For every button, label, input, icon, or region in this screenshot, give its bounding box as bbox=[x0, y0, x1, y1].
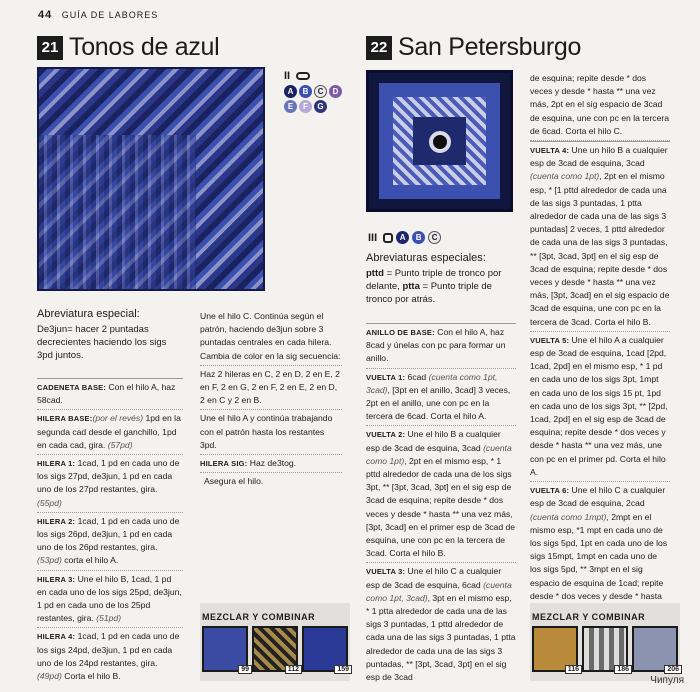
swatch-number: 112 bbox=[285, 665, 302, 674]
mix-and-match bbox=[532, 612, 678, 672]
row-text: 1cad, 1 pd en cada uno de los sigs 27pd, de3jun, 1 pd en cada uno de los 27pd restantes, gira. bbox=[37, 458, 180, 495]
row-note: (53pd) bbox=[37, 555, 62, 566]
mix-swatch bbox=[632, 626, 678, 672]
row-text: Une el hilo B a cualquier esp de 3cad de esquina, 3cad bbox=[366, 429, 501, 453]
row-text: Une el hilo C a cualquier esp de 3cad de esquina, 2cad bbox=[530, 485, 666, 509]
row-label: HILERA 4: bbox=[37, 632, 76, 642]
row-label: VUELTA 3: bbox=[366, 567, 406, 577]
abbr-body: De3jun= hacer 2 puntadas decrecientes haciendo los sigs 3pd juntos. bbox=[37, 324, 167, 362]
swatch-number: 99 bbox=[238, 665, 252, 674]
row-note: (cuenta como 1pt, 3cad) bbox=[366, 579, 512, 603]
instruction-row bbox=[530, 331, 670, 481]
instruction-row bbox=[37, 512, 183, 570]
section-title: GUÍA DE LABORES bbox=[61, 10, 159, 20]
granny-square-photo bbox=[37, 67, 265, 291]
abbr-heading: Abreviatura especial: bbox=[37, 308, 140, 320]
instruction-row bbox=[37, 627, 183, 685]
abbr-heading: Abreviaturas especiales: bbox=[366, 252, 486, 264]
row-text: , 2mpt en el mismo esp, *1 mpt en cada uno de los sigs 5pd, 1pt en cada uno de los sigs 15mpt, 1mpt en cada uno de los sigs 5pd, ** 3mpt en el sig espacio de esquina de 1cad; repite desde * dos veces y desde * hasta bbox=[530, 511, 668, 601]
yarn-color-legend bbox=[368, 231, 441, 244]
row-note: (cuenta como 1pt) bbox=[366, 442, 512, 466]
row-label: VUELTA 4: bbox=[530, 146, 570, 156]
swatch-number: 159 bbox=[334, 665, 352, 674]
instructions-col2 bbox=[200, 310, 342, 490]
mix-heading: MEZCLAR Y COMBINAR bbox=[532, 612, 646, 622]
para: Une el hilo A y continúa trabajando con el patrón hasta los restantes 3pd. bbox=[200, 410, 342, 455]
row-text: Haz de3tog. bbox=[247, 458, 297, 469]
row-label: HILERA BASE: bbox=[37, 414, 93, 424]
pattern-number: 22 bbox=[366, 36, 392, 60]
row-note: (cuenta como 1pt) bbox=[530, 171, 600, 182]
yarn-color-dot: C bbox=[314, 85, 327, 98]
row-note: (49pd) bbox=[37, 671, 62, 682]
instruction-row bbox=[366, 425, 516, 562]
row-text: Con el hilo A, haz 58cad. bbox=[37, 382, 176, 406]
watermark: Чипуля bbox=[650, 675, 684, 686]
instruction-row bbox=[530, 141, 670, 331]
instruction-row bbox=[37, 454, 183, 512]
row-label: HILERA 3: bbox=[37, 574, 76, 584]
row-text: 1pd en la segunda cad desde el ganchillo, 1pd en cada cad, gira. bbox=[37, 413, 181, 450]
row-text: , 3pt en el mismo esp, * 1 ptta alrededor de cada una de las sigs 3 puntadas, 1 pttd alrededor de cada una de las sigs 3 puntadas, 1 ptta alrededor de cada una de las sigs 3 puntadas, ** [3pt, 3cad, 3pt] en el sig esp de 3cad bbox=[366, 592, 516, 683]
running-header bbox=[38, 9, 158, 21]
row-note: (por el revés) bbox=[92, 413, 144, 424]
yarn-color-dot: E bbox=[284, 100, 297, 113]
row-text: 1cad, 1 pd en cada uno de los sigs 24pd, de3jun, 1 pd en cada uno de los 24pd restantes, gira. bbox=[37, 631, 180, 668]
yarn-color-dot: G bbox=[314, 100, 327, 113]
pattern-title: Tonos de azul bbox=[69, 33, 220, 61]
mix-swatch bbox=[202, 626, 248, 672]
mix-swatch bbox=[302, 626, 348, 672]
hook-icon bbox=[383, 233, 393, 243]
row-label: HILERA 1: bbox=[37, 459, 76, 469]
instruction-row bbox=[366, 323, 516, 368]
row-text: Une el hilo C a cualquier esp de 3cad de esquina, 6cad bbox=[366, 566, 502, 590]
row-text: , 2pt en el mismo esp, * 1 pttd alrededor de cada una de los sigs 3pt, ** [3pt, 3cad, 3pt] en el sig esp de 3cad de esquina; repite desde * dos veces y desde * hasta ** una vez más, [3pt, 3cad] en el primer esp de 3cad de esquina, une con pc en la tercera de 3cad. Corta el hilo B. bbox=[366, 455, 516, 559]
row-text: Une el hilo B, 1cad, 1 pd en cada uno de los sigs 25pd, de3jun, 1 pd en cada uno de los 25pd restantes, gira. bbox=[37, 573, 182, 624]
instruction-row bbox=[37, 570, 183, 628]
row-text: , 2pt en el mismo esp, * [1 pttd alrededor de cada una de las sigs 3 puntadas, 1 ptta alrededor de cada una de las sigs 3 puntadas] 2 veces, 1 pttd alrededor de cada una de las sigs 3 puntadas, ** [3pt, 3cad, 3pt] en el sig esp de 3cad de esquina; repite desde * dos veces y desde * hasta ** una vez más, [3pt, 3cad] en el sig espacio de 3cad de esquina, une con pc en la tercera de 3cad. Corta el hilo B. bbox=[530, 171, 670, 327]
instructions-col1 bbox=[366, 323, 516, 686]
row-note: (55pd) bbox=[37, 497, 62, 508]
row-text: Une el hilo A a cualquier esp de 3cad de esquina, 1cad [2pd, 1cad, 2pd] en el mismo esp, * 1 pd en cada uno de los sigs 3pt, 1mpt en cada uno de los sigs 15 pt, 1pd en cada uno de los sigs 3pt, ** [2pd, 1cad, 2pd] en el sig esp de 3cad de esquina; repite desde * dos veces y desde * hasta ** una vez más, une con pc en el primer pd. Corta el hilo A. bbox=[530, 334, 668, 477]
para: Asegura el hilo. bbox=[204, 476, 264, 487]
yarn-color-dot: B bbox=[412, 231, 425, 244]
yarn-color-dot: D bbox=[329, 85, 342, 98]
yarn-color-legend bbox=[284, 70, 342, 113]
row-text: 6cad bbox=[405, 371, 429, 382]
row-note: (cuenta como 1pt, 3cad) bbox=[366, 371, 498, 395]
abbr-body: pttd = Punto triple de tronco por delante, ptta = Punto triple de tronco por atrás. bbox=[366, 268, 502, 306]
pattern-21-heading bbox=[37, 33, 219, 62]
yarn-color-dot: A bbox=[284, 85, 297, 98]
special-abbreviations bbox=[366, 252, 516, 306]
row-text: Une un hilo B a cualquier esp de 3cad de esquina, 3cad bbox=[530, 145, 668, 169]
yarn-color-dot: A bbox=[396, 231, 409, 244]
row-label: VUELTA 6: bbox=[530, 486, 570, 496]
yarn-color-dot: C bbox=[428, 231, 441, 244]
special-abbreviation bbox=[37, 308, 177, 362]
para: Une el hilo C. Continúa según el patrón, haciendo de3jun sobre 3 puntadas centrales en cada hilera. Cambia de color en la sig secuencia: bbox=[200, 310, 342, 366]
row-note: (cuenta como 1mpt) bbox=[530, 511, 607, 522]
row-text: , [3pt en el anillo, 3cad] 3 veces, 2pt en el anillo, une con pc en la tercera de 6cad. Corta el hilo A. bbox=[366, 384, 511, 422]
instruction-row bbox=[530, 481, 670, 618]
skill-level-icon: III bbox=[368, 231, 378, 244]
mix-heading: MEZCLAR Y COMBINAR bbox=[202, 612, 316, 622]
row-label: VUELTA 5: bbox=[530, 335, 570, 345]
pattern-22-heading bbox=[366, 33, 581, 62]
swatch-number: 116 bbox=[565, 665, 582, 674]
instructions-col2 bbox=[530, 72, 670, 618]
swatch-number: 206 bbox=[664, 665, 682, 674]
mix-swatch bbox=[582, 626, 628, 672]
instructions-col1 bbox=[37, 378, 183, 685]
para: de esquina; repite desde * dos veces y desde * hasta ** una vez más, 2pt en el sig espacio de 3cad de esquina, une con pc en la tercera de 6cad. Corta el hilo C. bbox=[530, 72, 670, 141]
row-label: ANILLO DE BASE: bbox=[366, 328, 435, 337]
instruction-row bbox=[366, 368, 516, 426]
pattern-title: San Petersburgo bbox=[398, 33, 582, 61]
instruction-row bbox=[366, 562, 516, 686]
instruction-row bbox=[37, 409, 183, 454]
yarn-color-dot: B bbox=[299, 85, 312, 98]
row-label: HILERA 2: bbox=[37, 516, 76, 526]
granny-square-photo bbox=[366, 70, 513, 212]
row-label: CADENETA BASE: bbox=[37, 383, 107, 392]
row-label: VUELTA 2: bbox=[366, 430, 406, 440]
row-note: (57pd) bbox=[107, 439, 133, 450]
row-note: (51pd) bbox=[96, 613, 122, 624]
row-label: HILERA SIG: bbox=[200, 459, 248, 469]
row-label: VUELTA 1: bbox=[366, 372, 406, 382]
para: Haz 2 hileras en C, 2 en D, 2 en E, 2 en F, 2 en G, 2 en F, 2 en E, 2 en D, 2 en C y 2 en B. bbox=[200, 366, 342, 411]
row-text: 1cad, 1 pd en cada uno de los sigs 26pd, de3jun, 1 pd en cada uno de los 26pd restantes, gira. bbox=[37, 515, 180, 553]
pattern-number: 21 bbox=[37, 36, 63, 60]
row-text: Con el hilo A, haz 8cad y únelas con pc para formar un anillo. bbox=[366, 327, 506, 364]
mix-and-match bbox=[202, 612, 348, 672]
hook-icon bbox=[296, 72, 310, 80]
yarn-color-dot: F bbox=[299, 100, 312, 113]
instruction-row bbox=[37, 378, 183, 409]
mix-swatch bbox=[252, 626, 298, 672]
mix-swatch bbox=[532, 626, 578, 672]
row-text: corta el hilo A. bbox=[61, 555, 119, 566]
skill-level-icon: II bbox=[284, 70, 291, 82]
row-text: Corta el hilo B. bbox=[61, 671, 121, 682]
swatch-number: 186 bbox=[614, 665, 632, 674]
page-number: 44 bbox=[38, 9, 53, 21]
